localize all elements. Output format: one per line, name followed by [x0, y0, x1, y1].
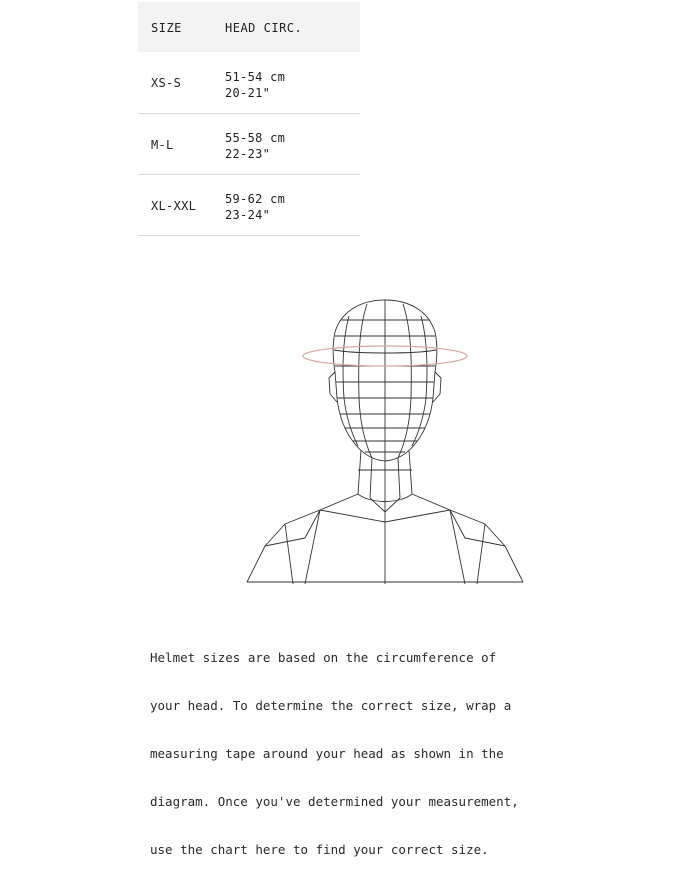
circumference-cm: 55-58 cm — [225, 131, 286, 145]
size-label: M-L — [151, 138, 174, 152]
circumference-value — [225, 69, 285, 101]
circumference-inches: 20-21" — [225, 86, 271, 100]
table-row — [138, 175, 360, 236]
circumference-inches: 22-23" — [225, 147, 271, 161]
table-row — [138, 114, 360, 175]
size-label: XL-XXL — [151, 199, 197, 213]
sizing-instructions — [150, 618, 570, 874]
instruction-line: diagram. Once you've determined your measurement, — [150, 794, 519, 809]
circumference-cm: 51-54 cm — [225, 70, 286, 84]
size-chart-table — [138, 2, 360, 236]
head-measurement-diagram — [245, 298, 525, 584]
circumference-value — [225, 191, 285, 223]
instruction-line: your head. To determine the correct size, wrap a — [150, 698, 512, 713]
header-head-circumference: HEAD CIRC. — [225, 21, 303, 35]
table-row — [138, 52, 360, 114]
wireframe-head-icon — [245, 298, 525, 584]
instruction-line: measuring tape around your head as shown in the — [150, 746, 504, 761]
table-header — [138, 2, 360, 52]
circumference-value — [225, 130, 285, 162]
size-label: XS-S — [151, 76, 182, 90]
header-size: SIZE — [151, 21, 182, 35]
circumference-inches: 23-24" — [225, 208, 271, 222]
instruction-line: Helmet sizes are based on the circumference of — [150, 650, 497, 665]
head-wireframe — [247, 300, 523, 584]
instruction-line: use the chart here to find your correct size. — [150, 842, 489, 857]
circumference-cm: 59-62 cm — [225, 192, 286, 206]
